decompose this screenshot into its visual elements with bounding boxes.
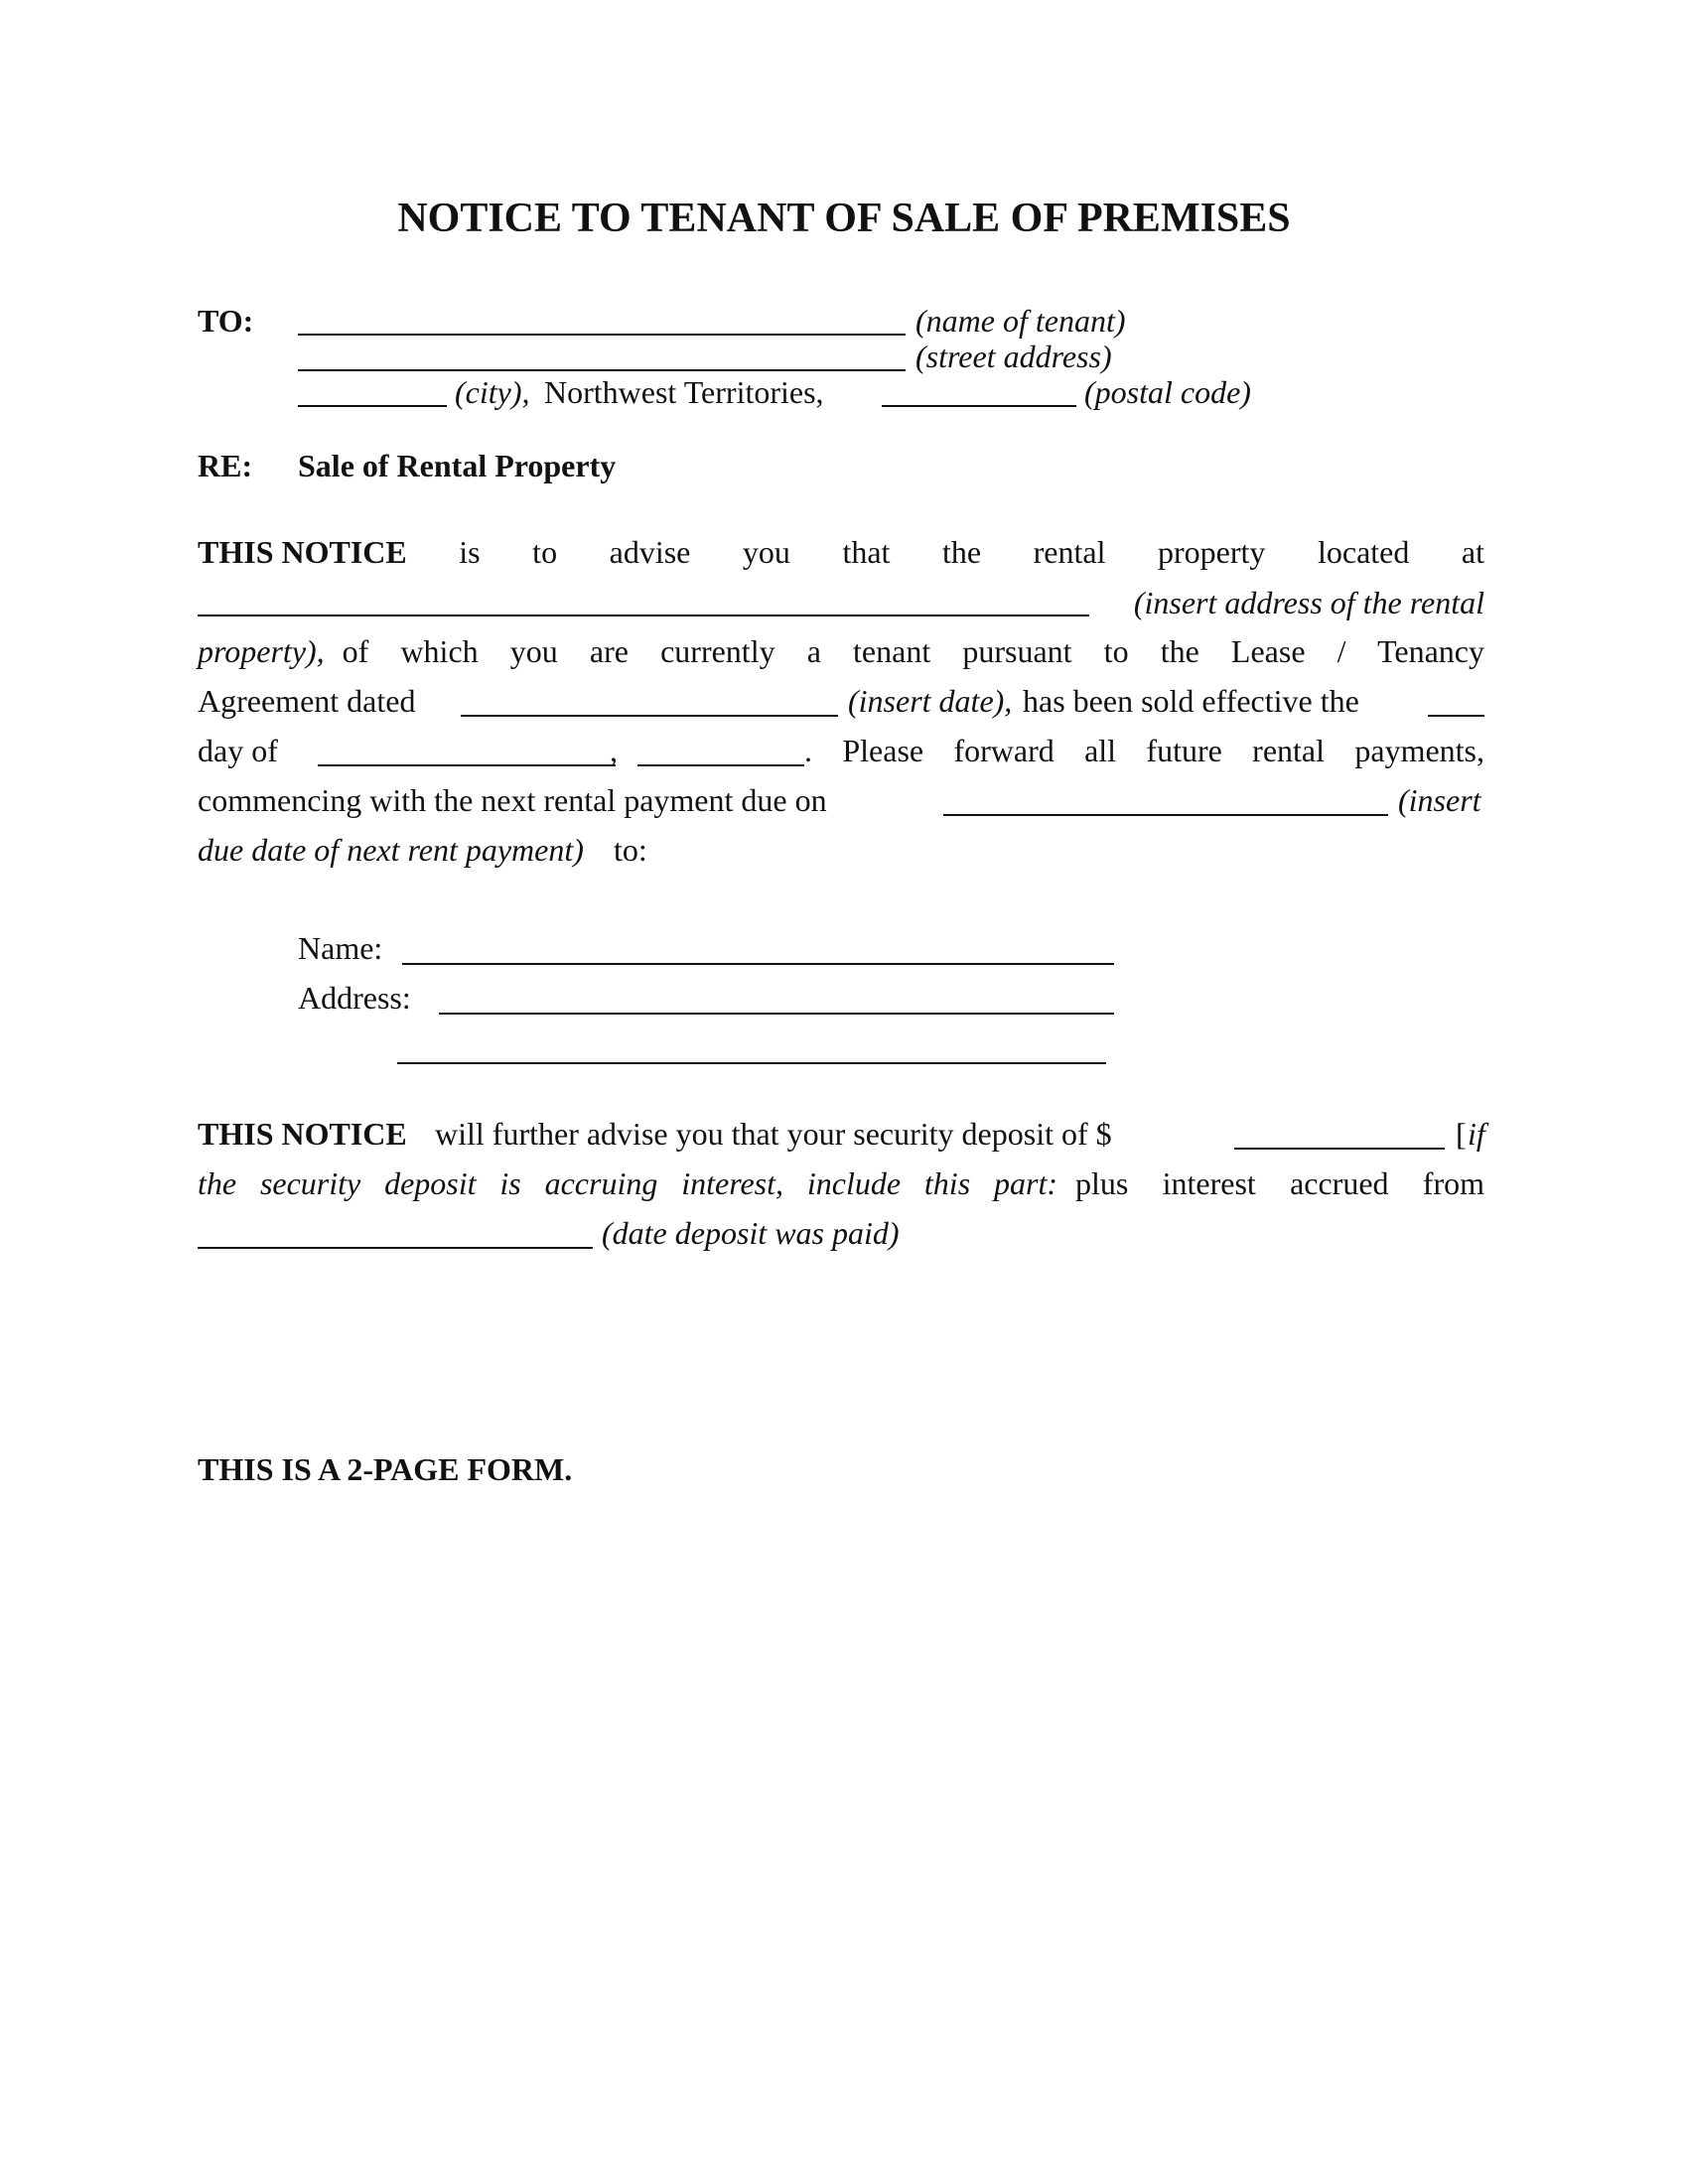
forward-payments-text: . Please forward all future rental payments, bbox=[804, 733, 1484, 768]
bracket-open: [ bbox=[1456, 1116, 1467, 1152]
para1-line3 bbox=[198, 633, 1484, 670]
effective-day-blank[interactable] bbox=[1428, 715, 1484, 717]
rental-address-blank[interactable] bbox=[198, 614, 1089, 616]
para1-word: advise bbox=[609, 534, 691, 570]
para1-word: located bbox=[1317, 534, 1410, 570]
two-page-form-note: THIS IS A 2-PAGE FORM. bbox=[198, 1451, 573, 1487]
re-label: RE: bbox=[198, 448, 253, 483]
to-text: to: bbox=[614, 832, 647, 868]
para1-word: to bbox=[532, 534, 558, 570]
para1-word: rental bbox=[1033, 534, 1106, 570]
postal-code-blank[interactable] bbox=[882, 405, 1076, 407]
deposit-paid-date-hint: (date deposit was paid) bbox=[602, 1215, 900, 1251]
next-payment-date-blank[interactable] bbox=[943, 814, 1388, 816]
para2-line2 bbox=[198, 1165, 1484, 1202]
para1-word: is bbox=[459, 534, 481, 570]
para1-word: at bbox=[1461, 534, 1484, 570]
interest-accrued-text: plus interest accrued from bbox=[1075, 1165, 1484, 1201]
para2-bold-lead: THIS NOTICE bbox=[198, 1116, 407, 1152]
to-label: TO: bbox=[198, 303, 254, 339]
para1-line3-text: of which you are currently a tenant pursuant to the Lease / Tenancy bbox=[342, 633, 1484, 669]
effective-month-blank[interactable] bbox=[318, 764, 616, 766]
rental-address-hint-cont: property), bbox=[198, 633, 325, 669]
effective-year-blank[interactable] bbox=[637, 764, 804, 766]
tenant-name-blank[interactable] bbox=[298, 334, 906, 336]
next-payment-hint-cont: due date of next rent payment) bbox=[198, 832, 584, 868]
interest-hint: the security deposit is accruing interest, include this part: bbox=[198, 1165, 1057, 1201]
day-of-text: day of bbox=[198, 733, 278, 768]
page-title: NOTICE TO TENANT OF SALE OF PREMISES bbox=[397, 196, 1291, 241]
payee-name-blank[interactable] bbox=[402, 963, 1114, 965]
deposit-paid-date-blank[interactable] bbox=[198, 1247, 593, 1249]
next-payment-hint: (insert bbox=[1398, 782, 1481, 818]
rental-address-hint: (insert address of the rental bbox=[1133, 585, 1484, 620]
agreement-dated-text: Agreement dated bbox=[198, 683, 416, 719]
para1-line1 bbox=[198, 534, 1484, 571]
street-address-blank[interactable] bbox=[298, 369, 906, 371]
payee-address-blank-1[interactable] bbox=[439, 1013, 1114, 1015]
security-deposit-text: will further advise you that your security deposit of $ bbox=[435, 1116, 1112, 1152]
city-blank[interactable] bbox=[298, 405, 447, 407]
re-subject: Sale of Rental Property bbox=[298, 448, 617, 483]
para1-word: the bbox=[941, 534, 982, 570]
tenant-name-hint: (name of tenant) bbox=[915, 303, 1126, 339]
payee-address-label: Address: bbox=[298, 980, 411, 1016]
postal-code-hint: (postal code) bbox=[1084, 374, 1251, 410]
territory-text: Northwest Territories, bbox=[544, 374, 824, 410]
sold-effective-text: has been sold effective the bbox=[1023, 683, 1359, 719]
para1-word: property bbox=[1158, 534, 1266, 570]
deposit-amount-blank[interactable] bbox=[1234, 1148, 1445, 1150]
commencing-text: commencing with the next rental payment due on bbox=[198, 782, 827, 818]
para1-word: you bbox=[742, 534, 790, 570]
payee-address-blank-2[interactable] bbox=[397, 1062, 1106, 1064]
if-hint: if bbox=[1468, 1116, 1485, 1152]
street-address-hint: (street address) bbox=[915, 339, 1112, 374]
para1-word: that bbox=[842, 534, 891, 570]
comma-text: , bbox=[610, 733, 618, 768]
agreement-date-blank[interactable] bbox=[461, 715, 838, 717]
para1-bold-lead: THIS NOTICE bbox=[198, 534, 407, 570]
agreement-date-hint: (insert date), bbox=[848, 683, 1013, 719]
city-hint: (city), bbox=[455, 374, 530, 410]
payee-name-label: Name: bbox=[298, 930, 383, 966]
